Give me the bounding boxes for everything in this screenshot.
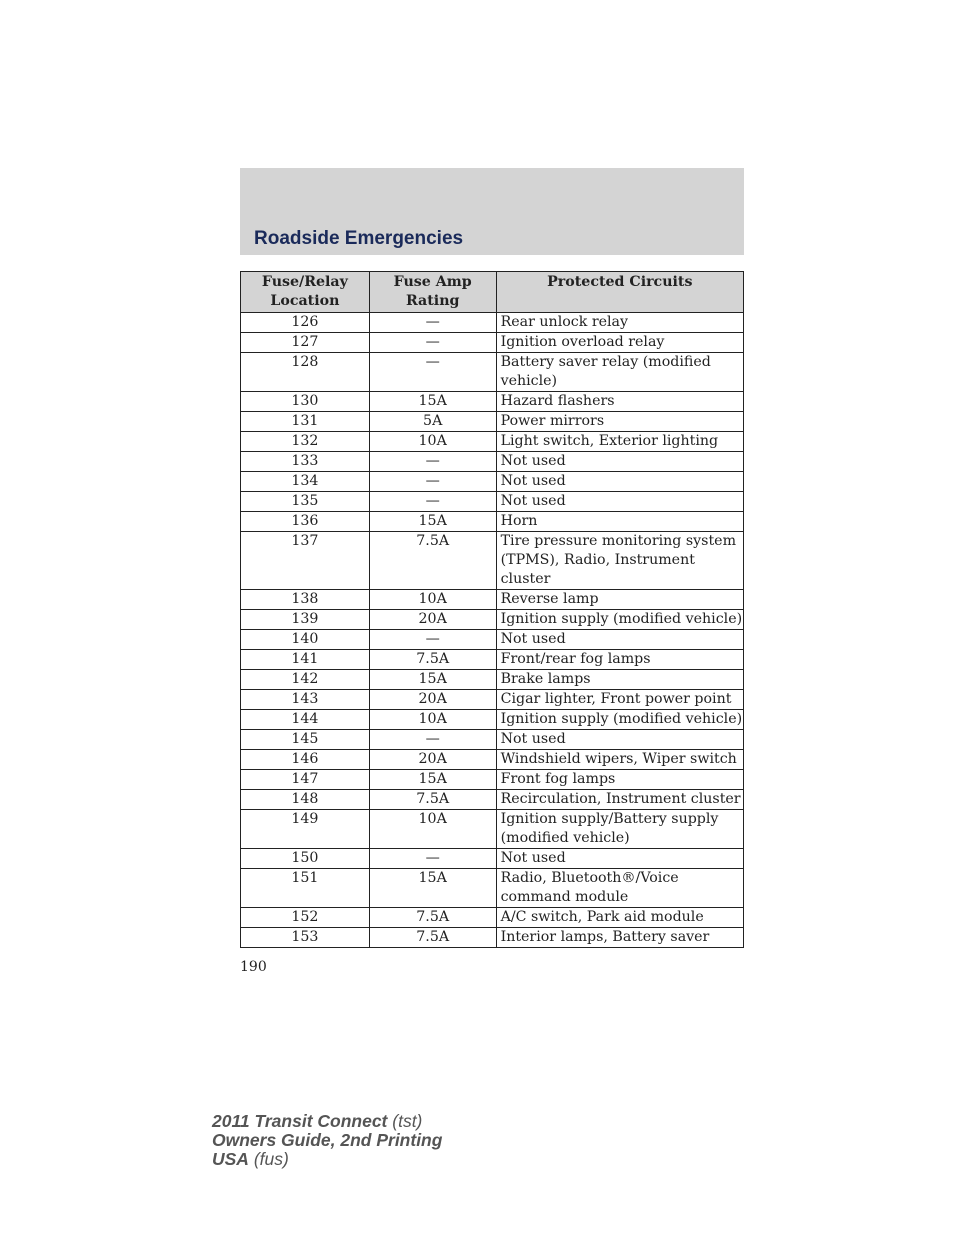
cell-protected-circuit: Horn	[496, 512, 743, 532]
column-header-amp-rating	[369, 272, 496, 313]
cell-location: 150	[241, 849, 370, 869]
cell-location: 140	[241, 630, 370, 650]
cell-protected-circuit: Not used	[496, 849, 743, 869]
cell-protected-circuit: Not used	[496, 492, 743, 512]
footer-model: 2011 Transit Connect	[212, 1111, 388, 1131]
cell-amp-rating: —	[369, 849, 496, 869]
cell-amp-rating: 5A	[369, 412, 496, 432]
cell-protected-circuit: Not used	[496, 472, 743, 492]
table-row	[241, 452, 744, 472]
table-row	[241, 492, 744, 512]
cell-location: 135	[241, 492, 370, 512]
table-row	[241, 730, 744, 750]
section-title: Roadside Emergencies	[254, 228, 464, 249]
table-row	[241, 472, 744, 492]
table-row	[241, 590, 744, 610]
cell-location: 127	[241, 333, 370, 353]
cell-location: 149	[241, 810, 370, 849]
cell-protected-circuit: Interior lamps, Battery saver	[496, 928, 743, 948]
cell-location: 147	[241, 770, 370, 790]
page-number: 190	[240, 959, 267, 975]
cell-location: 153	[241, 928, 370, 948]
cell-location: 132	[241, 432, 370, 452]
cell-amp-rating: 15A	[369, 770, 496, 790]
column-header-location	[241, 272, 370, 313]
cell-location: 126	[241, 313, 370, 333]
table-row	[241, 333, 744, 353]
column-header-protected-circuits: Protected Circuits	[496, 272, 743, 313]
cell-location: 148	[241, 790, 370, 810]
cell-protected-circuit: Not used	[496, 452, 743, 472]
footer-line-1	[212, 1112, 442, 1131]
cell-location: 142	[241, 670, 370, 690]
cell-amp-rating: 10A	[369, 432, 496, 452]
cell-amp-rating: —	[369, 452, 496, 472]
cell-location: 136	[241, 512, 370, 532]
cell-amp-rating: 7.5A	[369, 928, 496, 948]
cell-protected-circuit: Front fog lamps	[496, 770, 743, 790]
table-row	[241, 908, 744, 928]
table-row	[241, 869, 744, 908]
footer-line-2: Owners Guide, 2nd Printing	[212, 1130, 443, 1150]
table-row	[241, 432, 744, 452]
cell-protected-circuit: Front/rear fog lamps	[496, 650, 743, 670]
cell-amp-rating: 15A	[369, 869, 496, 908]
table-row	[241, 313, 744, 333]
cell-amp-rating: 10A	[369, 810, 496, 849]
cell-protected-circuit: Brake lamps	[496, 670, 743, 690]
cell-amp-rating: —	[369, 492, 496, 512]
table-row	[241, 610, 744, 630]
table-row	[241, 849, 744, 869]
cell-location: 151	[241, 869, 370, 908]
cell-amp-rating: 10A	[369, 710, 496, 730]
cell-location: 152	[241, 908, 370, 928]
table-row	[241, 928, 744, 948]
cell-location: 146	[241, 750, 370, 770]
table-row	[241, 512, 744, 532]
cell-protected-circuit: Ignition supply (modified vehicle)	[496, 710, 743, 730]
cell-amp-rating: 20A	[369, 750, 496, 770]
table-row	[241, 353, 744, 392]
cell-amp-rating: 10A	[369, 590, 496, 610]
cell-location: 133	[241, 452, 370, 472]
cell-amp-rating: 7.5A	[369, 532, 496, 590]
table-row	[241, 630, 744, 650]
cell-location: 130	[241, 392, 370, 412]
cell-location: 131	[241, 412, 370, 432]
cell-protected-circuit: Recirculation, Instrument cluster	[496, 790, 743, 810]
cell-amp-rating: —	[369, 630, 496, 650]
cell-amp-rating: —	[369, 730, 496, 750]
table-row	[241, 650, 744, 670]
fuse-table	[240, 271, 744, 948]
cell-amp-rating: 15A	[369, 512, 496, 532]
cell-protected-circuit: A/C switch, Park aid module	[496, 908, 743, 928]
section-header-band	[240, 168, 744, 255]
table-row	[241, 770, 744, 790]
cell-protected-circuit: Light switch, Exterior lighting	[496, 432, 743, 452]
cell-protected-circuit: Windshield wipers, Wiper switch	[496, 750, 743, 770]
cell-protected-circuit: Ignition overload relay	[496, 333, 743, 353]
cell-amp-rating: 7.5A	[369, 790, 496, 810]
column-header-location-text: Fuse/Relay Location	[261, 274, 348, 309]
cell-location: 134	[241, 472, 370, 492]
cell-amp-rating: —	[369, 333, 496, 353]
footer-line-3	[212, 1150, 442, 1169]
cell-amp-rating: 20A	[369, 690, 496, 710]
footer-model-code: (tst)	[387, 1111, 423, 1131]
cell-protected-circuit: Power mirrors	[496, 412, 743, 432]
cell-location: 143	[241, 690, 370, 710]
footer-market: USA	[212, 1149, 249, 1169]
cell-location: 141	[241, 650, 370, 670]
cell-location: 138	[241, 590, 370, 610]
cell-protected-circuit: Hazard flashers	[496, 392, 743, 412]
cell-protected-circuit: Radio, Bluetooth®/Voice command module	[496, 869, 743, 908]
cell-location: 137	[241, 532, 370, 590]
table-row	[241, 810, 744, 849]
table-row	[241, 790, 744, 810]
cell-protected-circuit: Rear unlock relay	[496, 313, 743, 333]
cell-location: 139	[241, 610, 370, 630]
cell-amp-rating: —	[369, 313, 496, 333]
cell-amp-rating: 7.5A	[369, 650, 496, 670]
table-row	[241, 412, 744, 432]
cell-amp-rating: 15A	[369, 392, 496, 412]
cell-protected-circuit: Battery saver relay (modified vehicle)	[496, 353, 743, 392]
cell-protected-circuit: Not used	[496, 630, 743, 650]
cell-amp-rating: 15A	[369, 670, 496, 690]
cell-protected-circuit: Ignition supply/Battery supply (modified vehicle)	[496, 810, 743, 849]
cell-protected-circuit: Reverse lamp	[496, 590, 743, 610]
footer-market-code: (fus)	[248, 1149, 289, 1169]
document-footer	[212, 1112, 442, 1169]
cell-protected-circuit: Ignition supply (modified vehicle)	[496, 610, 743, 630]
table-header-row	[241, 272, 744, 313]
cell-protected-circuit: Tire pressure monitoring system (TPMS), Radio, Instrument cluster	[496, 532, 743, 590]
table-row	[241, 710, 744, 730]
cell-amp-rating: —	[369, 353, 496, 392]
cell-protected-circuit: Cigar lighter, Front power point	[496, 690, 743, 710]
table-row	[241, 750, 744, 770]
table-row	[241, 670, 744, 690]
column-header-amp-rating-text: Fuse Amp Rating	[393, 274, 472, 309]
cell-amp-rating: —	[369, 472, 496, 492]
cell-amp-rating: 20A	[369, 610, 496, 630]
table-row	[241, 690, 744, 710]
cell-location: 145	[241, 730, 370, 750]
table-row	[241, 392, 744, 412]
cell-protected-circuit: Not used	[496, 730, 743, 750]
cell-amp-rating: 7.5A	[369, 908, 496, 928]
table-row	[241, 532, 744, 590]
cell-location: 128	[241, 353, 370, 392]
cell-location: 144	[241, 710, 370, 730]
